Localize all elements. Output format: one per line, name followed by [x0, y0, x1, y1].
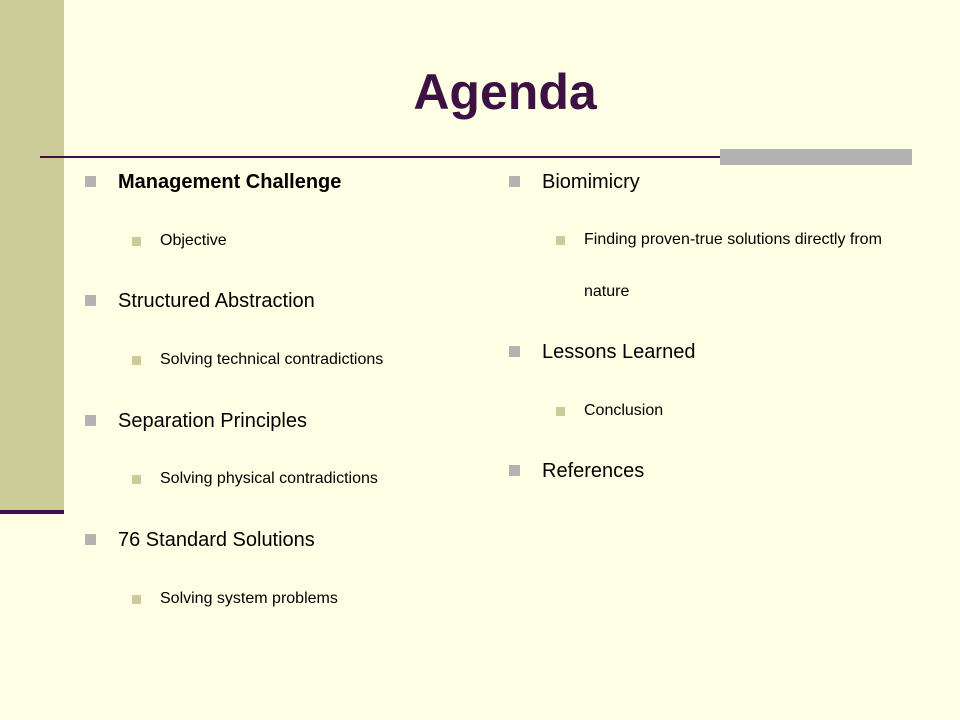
- agenda-item-label: 76 Standard Solutions: [118, 529, 315, 551]
- slide-title: Agenda: [413, 64, 597, 120]
- agenda-subitem-system-problems: [160, 589, 338, 609]
- agenda-subitem-conclusion: [584, 401, 663, 421]
- agenda-subitem-technical-contradictions: [160, 350, 383, 370]
- agenda-item-lessons-learned: [542, 340, 695, 364]
- agenda-item-label: Management Challenge: [118, 171, 342, 193]
- agenda-item-management-challenge: [118, 170, 341, 194]
- left-bar-underline: [0, 510, 64, 514]
- agenda-subitem-objective: [160, 231, 227, 251]
- title-divider-accent: [720, 149, 912, 165]
- square-bullet-icon: [509, 465, 520, 476]
- agenda-item-76-standard-solutions: [118, 528, 315, 552]
- square-bullet-icon: [132, 356, 141, 365]
- agenda-subitem-label: Solving technical contradictions: [160, 351, 384, 368]
- agenda-subitem-label: Solving physical contradictions: [160, 470, 378, 487]
- square-bullet-icon: [85, 534, 96, 545]
- square-bullet-icon: [132, 475, 141, 484]
- agenda-item-separation-principles: [118, 409, 307, 433]
- agenda-subitem-label: Solving system problems: [160, 590, 338, 607]
- square-bullet-icon: [85, 176, 96, 187]
- square-bullet-icon: [509, 346, 520, 357]
- agenda-item-references: [542, 459, 644, 483]
- agenda-item-label: Structured Abstraction: [118, 290, 315, 312]
- square-bullet-icon: [85, 415, 96, 426]
- agenda-subitem-label: Conclusion: [584, 402, 664, 419]
- agenda-item-biomimicry: [542, 170, 640, 194]
- agenda-item-label: Biomimicry: [542, 171, 640, 193]
- agenda-subitem-label: Objective: [160, 232, 227, 249]
- agenda-subitem-physical-contradictions: [160, 469, 378, 489]
- square-bullet-icon: [85, 295, 96, 306]
- square-bullet-icon: [556, 407, 565, 416]
- agenda-subitem-label: Finding proven-true solutions directly from nature: [584, 231, 882, 300]
- agenda-item-label: References: [542, 460, 645, 482]
- square-bullet-icon: [509, 176, 520, 187]
- square-bullet-icon: [132, 595, 141, 604]
- square-bullet-icon: [132, 237, 141, 246]
- agenda-item-label: Lessons Learned: [542, 341, 696, 363]
- agenda-subitem-nature-solutions: [584, 214, 884, 318]
- agenda-item-label: Separation Principles: [118, 410, 307, 432]
- agenda-item-structured-abstraction: [118, 289, 315, 313]
- square-bullet-icon: [556, 236, 565, 245]
